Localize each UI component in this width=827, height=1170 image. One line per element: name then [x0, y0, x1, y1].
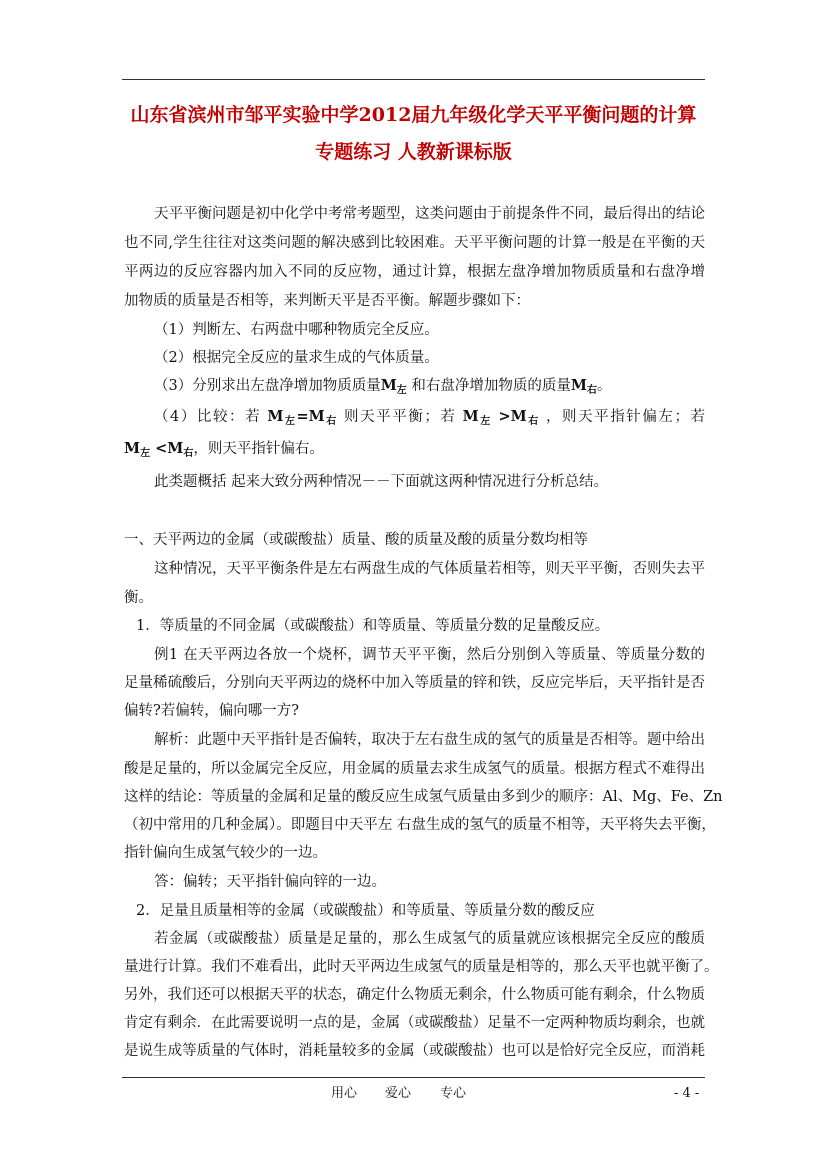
intro-line-2: 也不同,学生往往对这类问题的解决感到比较困难。天平平衡问题的计算一般是在平衡的天	[124, 235, 705, 251]
intro-line-3: 平两边的反应容器内加入不同的反应物，通过计算，根据左盘净增加物质质量和右盘净增	[124, 264, 705, 280]
analysis-line-2: 酸是足量的，所以金属完全反应，用金属的质量去求生成氢气的质量。根据方程式不难得出	[124, 761, 705, 777]
footer-motto-1: 用心	[331, 1086, 358, 1101]
example-line-1: 例1 在天平两边各放一个烧杯，调节天平平衡，然后分别倒入等质量、等质量分数的	[154, 647, 705, 663]
step-1: （1）判断左、右两盘中哪种物质完全反应。	[154, 322, 439, 338]
page-number: - 4 -	[674, 1086, 700, 1101]
footer-motto-3: 专心	[440, 1086, 467, 1101]
para-2-line-4: 肯定有剩余．在此需要说明一点的是，金属（或碳酸盐）足量不一定两种物质均剩余，也就	[124, 1015, 705, 1031]
analysis-line-1: 解析：此题中天平指针是否偏转，取决于左右盘生成的氢气的质量是否相等。题中给出	[154, 732, 705, 748]
step-3	[154, 377, 611, 400]
para-2-line-5: 是说生成等质量的气体时，消耗量较多的金属（或碳酸盐）也可以是恰好完全反应，而消耗	[124, 1043, 705, 1059]
answer-line: 答：偏转；天平指针偏向锌的一边。	[154, 874, 386, 890]
footer-rule	[122, 1077, 705, 1078]
summary-line: 此类题概括 起来大致分两种情况－－下面就这两种情况进行分析总结。	[154, 474, 609, 490]
step-2: （2）根据完全反应的量求生成的气体质量。	[154, 350, 439, 366]
step-4-line-1: （4）比较：若 $M_左=M_右$ 则天平平衡；若 $M_左 >M_右$ ，则天平指针偏左；若	[154, 408, 706, 427]
section-1-desc-line-1: 这种情况，天平平衡条件是左右两盘生成的气体质量若相等，则天平平衡，否则失去平	[154, 561, 705, 577]
greater-expression: $M_左 >M_右$	[462, 408, 540, 427]
less-expression: $M_左 <M_右$	[124, 440, 194, 459]
step-4-line-2: $M_左 <M_右$，则天平指针偏右。	[124, 440, 324, 459]
document-title-line-1: 山东省滨州市邹平实验中学2012届九年级化学天平平衡问题的计算	[130, 104, 697, 126]
step-3-text-a: （3）分别求出左盘净增加物质质量	[154, 378, 381, 394]
analysis-line-4: （初中常用的几种金属）。即题目中天平左 右盘生成的氢气的质量不相等，天平将失去平衡，	[124, 817, 716, 833]
subsection-2-heading: 2．足量且质量相等的金属（或碳酸盐）和等质量、等质量分数的酸反应	[136, 903, 595, 919]
analysis-line-5: 指针偏向生成氢气较少的一边。	[124, 845, 327, 861]
para-2-line-2: 量进行计算。我们不难看出，此时天平两边生成氢气的质量是相等的，那么天平也就平衡了。	[124, 959, 719, 975]
subsection-1-heading: 1．等质量的不同金属（或碳酸盐）和等质量、等质量分数的足量酸反应。	[136, 618, 610, 634]
para-2-line-3: 另外，我们还可以根据天平的状态，确定什么物质无剩余，什么物质可能有剩余，什么物质	[124, 987, 705, 1003]
para-2-line-1: 若金属（或碳酸盐）质量是足量的，那么生成氢气的质量就应该根据完全反应的酸质	[154, 931, 705, 947]
intro-line-4: 加物质的质量是否相等，来判断天平是否平衡。解题步骤如下：	[124, 293, 530, 309]
section-1-desc-line-2: 衡。	[124, 590, 153, 606]
intro-line-1: 天平平衡问题是初中化学中考常考题型，这类问题由于前提条件不同，最后得出的结论	[154, 206, 705, 222]
footer-motto-2: 爱心	[385, 1086, 412, 1101]
analysis-line-3: 这样的结论：等质量的金属和足量的酸反应生成氢气质量由多到少的顺序：Al、Mg、Fe、Zn	[124, 789, 723, 805]
mass-left-symbol: $M_左$	[380, 377, 407, 396]
mass-right-symbol: $M_右$	[570, 377, 597, 396]
step-3-text-b: 和右盘净增加物质的质量	[411, 378, 571, 394]
document-title-line-2: 专题练习 人教新课标版	[315, 141, 512, 163]
header-rule	[122, 79, 705, 80]
example-line-3: 偏转?若偏转，偏向哪一方?	[124, 703, 300, 719]
step-3-text-c: 。	[596, 378, 612, 394]
section-1-heading: 一、天平两边的金属（或碳酸盐）质量、酸的质量及酸的质量分数均相等	[124, 532, 588, 548]
equality-expression: $M_左=M_右$	[267, 408, 338, 427]
example-line-2: 足量稀硫酸后，分别向天平两边的烧杯中加入等质量的锌和铁，反应完毕后，天平指针是否	[124, 675, 705, 691]
